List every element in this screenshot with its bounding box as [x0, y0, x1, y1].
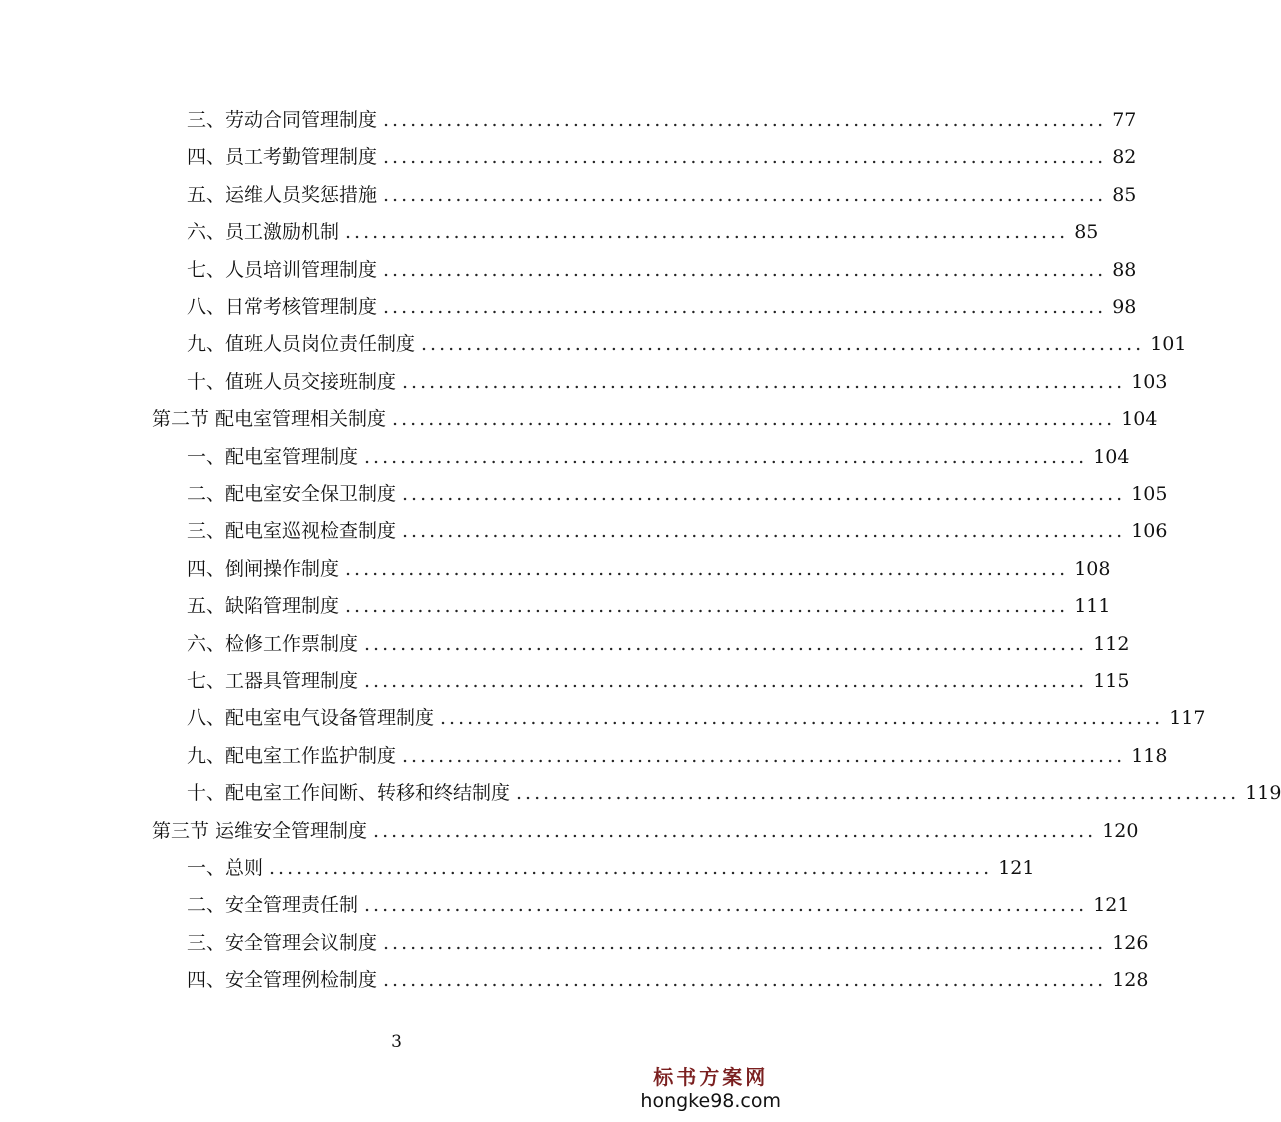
toc-page-number: 103 [1131, 370, 1168, 393]
toc-label: 八、配电室电气设备管理制度 [187, 707, 435, 730]
site-watermark [640, 1061, 781, 1112]
toc-leader-dots: ................................................................................ [269, 857, 993, 879]
toc-label: 二、配电室安全保卫制度 [187, 483, 397, 505]
toc-entry-row [187, 518, 1168, 544]
toc-page-number: 120 [1102, 819, 1139, 842]
watermark-url: hongke98.com [640, 1090, 781, 1112]
toc-page-number: 82 [1112, 146, 1137, 169]
toc-page-number: 128 [1112, 969, 1149, 992]
toc-entry-row [187, 331, 1187, 357]
toc-page-number: 111 [1074, 595, 1111, 618]
toc-entry-row [187, 892, 1130, 918]
toc-entry-row [187, 369, 1168, 395]
toc-section-row [152, 818, 1139, 844]
toc-label: 第二节 配电室管理相关制度 [152, 408, 387, 431]
toc-entry-row [187, 219, 1099, 245]
toc-label: 第三节 运维安全管理制度 [152, 819, 368, 842]
toc-entry-row [187, 593, 1111, 619]
toc-label: 六、检修工作票制度 [187, 632, 359, 655]
toc-page-number: 126 [1112, 931, 1149, 954]
toc-page-number: 85 [1074, 221, 1099, 244]
toc-label: 五、缺陷管理制度 [187, 595, 340, 618]
toc-entry-row [187, 855, 1035, 881]
toc-label: 七、人员培训管理制度 [187, 258, 378, 281]
toc-leader-dots: ................................................................................ [383, 183, 1107, 206]
watermark-name: 标书方案网 [653, 1065, 769, 1089]
toc-page-number: 104 [1093, 445, 1130, 468]
toc-leader-dots: ................................................................................ [402, 744, 1126, 767]
toc-leader-dots: ................................................................................ [345, 557, 1069, 580]
toc-label: 四、倒闸操作制度 [187, 557, 340, 580]
toc-section-row [152, 406, 1158, 432]
toc-entry-row [187, 257, 1137, 283]
toc-entry-row [187, 144, 1137, 170]
toc-page-number: 101 [1150, 333, 1187, 356]
toc-leader-dots: ................................................................................ [364, 632, 1088, 655]
toc-leader-dots: ................................................................................ [383, 296, 1107, 318]
toc-leader-dots: ................................................................................ [421, 333, 1145, 356]
toc-leader-dots: ................................................................................ [402, 483, 1126, 505]
toc-label: 十、值班人员交接班制度 [187, 370, 397, 393]
toc-page-number: 77 [1112, 109, 1137, 131]
toc-leader-dots: ................................................................................ [383, 109, 1107, 131]
toc-page-number: 108 [1074, 557, 1111, 580]
toc-page-number: 117 [1169, 707, 1206, 730]
toc-entry-row [187, 668, 1130, 694]
toc-label: 三、配电室巡视检查制度 [187, 520, 397, 543]
toc-page-number: 105 [1131, 483, 1168, 505]
toc-entry-row [187, 294, 1137, 320]
toc-label: 六、员工激励机制 [187, 221, 340, 244]
toc-entry-row [187, 743, 1168, 769]
toc-entry-row [187, 444, 1130, 470]
toc-label: 三、劳动合同管理制度 [187, 109, 378, 131]
toc-label: 九、值班人员岗位责任制度 [187, 333, 416, 356]
toc-label: 八、日常考核管理制度 [187, 296, 378, 318]
toc-page-number: 88 [1112, 258, 1137, 281]
toc-label: 三、安全管理会议制度 [187, 931, 378, 954]
toc-leader-dots: ................................................................................ [383, 258, 1107, 281]
toc-page-number: 121 [1093, 894, 1130, 917]
toc-page-number: 119 [1245, 782, 1281, 805]
toc-page-number: 85 [1112, 183, 1137, 206]
toc-entry-row [187, 107, 1137, 133]
page-number: 3 [391, 1032, 402, 1052]
toc-label: 五、运维人员奖惩措施 [187, 183, 378, 206]
toc-label: 四、员工考勤管理制度 [187, 146, 378, 169]
toc-label: 一、配电室管理制度 [187, 445, 359, 468]
toc-leader-dots: ................................................................................ [345, 221, 1069, 244]
toc-label: 九、配电室工作监护制度 [187, 744, 397, 767]
toc-page-number: 106 [1131, 520, 1168, 543]
toc-entry-row [187, 967, 1149, 993]
toc-entry-row [187, 556, 1111, 582]
toc-label: 一、总则 [187, 857, 264, 879]
toc-entry-row [187, 631, 1130, 657]
toc-label: 四、安全管理例检制度 [187, 969, 378, 992]
toc-leader-dots: ................................................................................ [392, 408, 1116, 431]
toc-leader-dots: ................................................................................ [364, 894, 1088, 917]
toc-leader-dots: ................................................................................ [364, 670, 1088, 692]
toc-leader-dots: ................................................................................ [383, 931, 1107, 954]
toc-leader-dots: ................................................................................ [383, 969, 1107, 992]
toc-label: 二、安全管理责任制 [187, 894, 359, 917]
toc-page-number: 121 [998, 857, 1035, 879]
toc-label: 七、工器具管理制度 [187, 670, 359, 692]
toc-leader-dots: ................................................................................ [402, 370, 1126, 393]
toc-leader-dots: ................................................................................ [364, 445, 1088, 468]
toc-page-number: 118 [1131, 744, 1168, 767]
toc-label: 十、配电室工作间断、转移和终结制度 [187, 782, 511, 805]
toc-page-number: 98 [1112, 296, 1137, 318]
toc-leader-dots: ................................................................................ [516, 782, 1240, 805]
toc-leader-dots: ................................................................................ [440, 707, 1164, 730]
toc-page-number: 104 [1121, 408, 1158, 431]
toc-page-number: 112 [1093, 632, 1130, 655]
toc-page-number: 115 [1093, 670, 1130, 692]
toc-leader-dots: ................................................................................ [383, 146, 1107, 169]
toc-leader-dots: ................................................................................ [373, 819, 1097, 842]
toc-entry-row [187, 481, 1168, 507]
toc-entry-row [187, 705, 1206, 731]
toc-leader-dots: ................................................................................ [345, 595, 1069, 618]
toc-entry-row [187, 182, 1137, 208]
toc-entry-row [187, 780, 1281, 806]
toc-leader-dots: ................................................................................ [402, 520, 1126, 543]
toc-entry-row [187, 930, 1149, 956]
